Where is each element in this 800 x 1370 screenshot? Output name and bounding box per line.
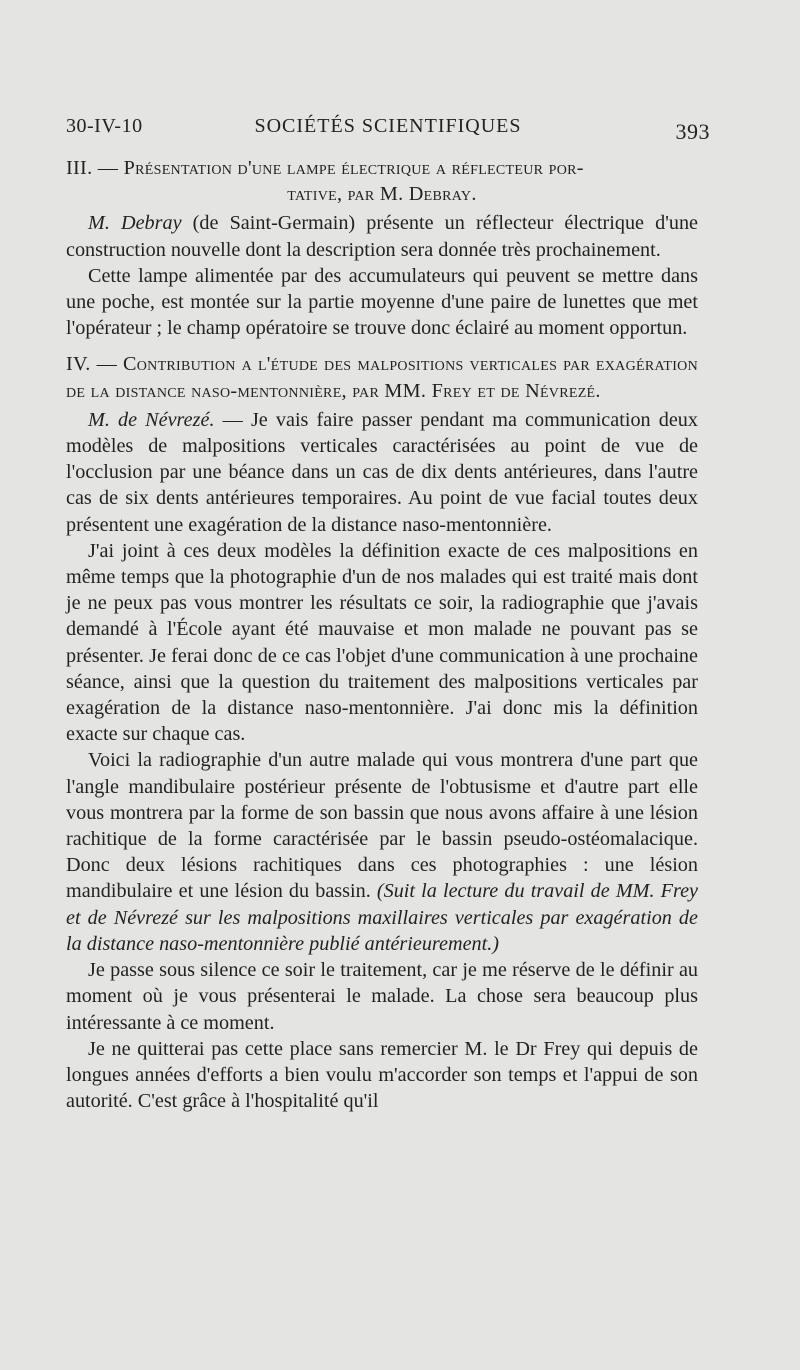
paragraph-text: Voici la radiographie d'un autre malade qui vous montrera d'une part que l'angle mandibulaire postérieur présente de l'obtusisme et d'autre part elle vous montrera par la forme de son bassin que nous avons affaire à une lésion rachitique de la forme caractérisée par le bassin pseudo-ostéomalacique. Donc deux lésions rachitiques dans ces photographies : une lésion mandibulaire et une lésion du bassin. xyxy=(66,749,698,903)
section-4-paragraph-3 xyxy=(66,747,698,957)
editorial-note: (Suit la lecture du travail de MM. Frey et de Névrezé sur les malpositions maxillaires verticales par exagération de la distance naso-mentonnière publié antérieurement.) xyxy=(66,880,698,955)
speaker-name: M. Debray xyxy=(88,212,182,235)
speaker-name: M. de Névrezé. xyxy=(88,408,215,431)
section-4-title-text: IV. — Contribution a l'étude des malpositions verticales par exagération de la distance naso-mentonnière, par MM. Frey et de Névrezé. xyxy=(66,353,698,402)
section-4-paragraph-5: Je ne quitterai pas cette place sans remercier M. le Dr Frey qui depuis de longues années d'efforts a bien voulu m'accorder son temps et l'appui de son autorité. C'est grâce à l'hospitalité qu'il xyxy=(66,1037,698,1113)
header-date: 30-IV-10 xyxy=(66,115,143,137)
header-title: SOCIÉTÉS SCIENTIFIQUES xyxy=(254,115,522,137)
section-4-paragraph-4: Je passe sous silence ce soir le traitement, car je me réserve de le définir au moment où je vous présenterai le malade. La chose sera beaucoup plus intéressante à ce moment. xyxy=(66,959,698,1034)
section-3-paragraph-1 xyxy=(66,210,698,262)
section-3-title xyxy=(66,155,698,207)
section-3-title-line2: tative, par M. Debray. xyxy=(287,183,477,206)
section-4-title xyxy=(66,351,698,403)
section-4-paragraph-1 xyxy=(66,407,698,538)
paragraph-text: — Je vais faire passer pendant ma communication deux modèles de malpositions verticales caractérisées au point de vue de l'occlusion par une béance dans un cas de dix dents antérieures, dans l'autre cas de six dents antérieures temporaires. Au point de vue facial toutes deux présentent une exagération de la distance naso-mentonnière. xyxy=(66,408,698,536)
section-3-paragraph-2: Cette lampe alimentée par des accumulateurs qui peuvent se mettre dans une poche, est montée sur la partie moyenne d'une paire de lunettes que met l'opérateur ; le champ opératoire se trouve donc éclairé au moment opportun. xyxy=(66,264,698,340)
running-header xyxy=(66,115,710,145)
page-body xyxy=(66,155,698,1114)
paragraph-text: (de Saint-Germain) présente un réflecteur électrique d'une construction nouvelle dont la description sera donnée très prochainement. xyxy=(66,212,699,261)
page-number: 393 xyxy=(675,119,710,144)
section-4-paragraph-2: J'ai joint à ces deux modèles la définition exacte de ces malpositions en même temps que la photographie d'un de nos malades qui est traité mais dont je ne peux pas vous montrer les résultats ce soir, la radiographie que j'avais demandé à l'École ayant été mauvaise et mon malade ne pouvant pas se présenter. Je ferai donc de ce cas l'objet d'une communication à une prochaine séance, ainsi que la question du traitement des malpositions verticales par exagération de la distance naso-mentonnière. J'ai donc mis la définition exacte sur chaque cas. xyxy=(66,539,698,746)
section-3-title-line1: III. — Présentation d'une lampe électrique a réflecteur por- xyxy=(66,157,584,179)
